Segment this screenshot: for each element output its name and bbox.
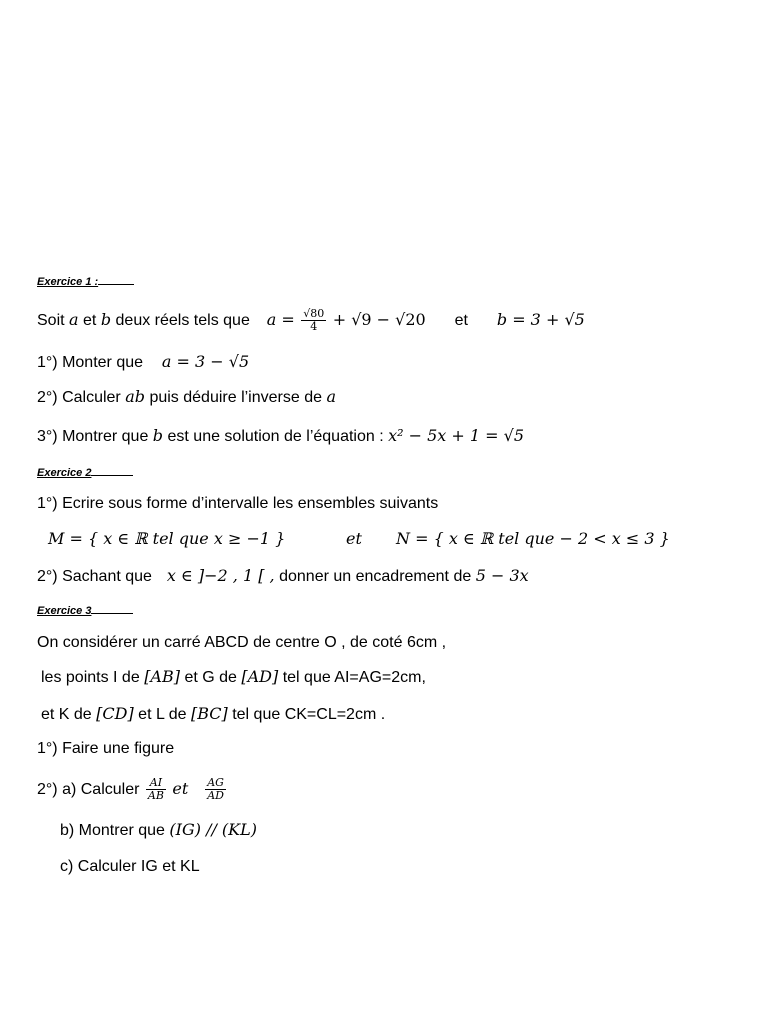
var-a: a: [69, 310, 79, 329]
ex3-q2c-kl: KL: [180, 858, 200, 875]
ex3-q2b-math: (IG) // (KL): [169, 820, 257, 839]
segment-bc: [BC]: [190, 704, 228, 723]
fraction-ai-over-ab: [146, 777, 166, 802]
fraction-numerator: √80: [303, 307, 325, 321]
var-b: b: [100, 310, 112, 329]
heading-underline: [91, 464, 133, 476]
q2-ab: ab: [125, 387, 145, 406]
exercise-3-heading-text: Exercice 3: [37, 605, 92, 617]
intro-deux-reels: deux réels tels que: [115, 312, 250, 329]
ex3-q2c-et: et: [162, 858, 176, 875]
exercise-1-heading-text: Exercice 1 :: [37, 276, 99, 288]
segment-cd: [CD]: [96, 704, 134, 723]
exercise-1-question-2: [37, 387, 336, 408]
ex2-q2-math: x ∈ ]−2 , 1 [ ,: [166, 566, 275, 585]
a-equation-rest: + √9 − √20: [332, 310, 426, 329]
set-et: et: [346, 529, 362, 548]
q2-a: a: [326, 387, 336, 406]
exercise-1-question-1: [37, 352, 249, 373]
ex3-line3-a: et K de: [41, 706, 92, 723]
a-equation-lhs: a =: [266, 310, 295, 329]
segment-ad: [AD]: [241, 667, 279, 686]
q3-equation: x² − 5x + 1 = √5: [388, 426, 525, 445]
q2-text: 2°) Calculer: [37, 389, 121, 406]
ex3-question-2c: [60, 857, 200, 877]
segment-ab: [AB]: [144, 667, 180, 686]
b-equation: b = 3 + √5: [496, 310, 585, 329]
ex3-question-2a: [37, 774, 228, 805]
ex3-q2c-text: c) Calculer IG: [60, 858, 158, 875]
ex3-q2b-text: b) Montrer que: [60, 822, 165, 839]
q1-text: 1°) Monter que: [37, 354, 144, 371]
ex3-question-1: 1°) Faire une figure: [37, 740, 175, 757]
ex2-q2-mid: donner un encadrement de: [279, 568, 472, 585]
ex3-line2-a: les points I de: [41, 669, 140, 686]
fraction-et: et: [172, 779, 189, 798]
fraction-ag: AG: [205, 777, 226, 790]
ex3-line3-b: et L de: [138, 706, 187, 723]
exercise-2-question-1: [37, 494, 438, 514]
exercise-1-intro: [37, 306, 585, 335]
intro-soit: Soit: [37, 312, 65, 329]
exercise-2-heading-text: Exercice 2: [37, 467, 92, 479]
q3-text: 3°) Montrer que: [37, 428, 149, 445]
ex3-line-2: [41, 667, 426, 688]
intro-et: et: [83, 312, 97, 329]
ex3-line-1: On considérer un carré ABCD de centre O , de coté 6cm ,: [37, 634, 447, 651]
fraction-sqrt80-over-4: [301, 308, 326, 333]
q3-b: b: [152, 426, 164, 445]
exercise-1-question-3: [37, 426, 524, 447]
intro-et-2: et: [454, 312, 468, 329]
ex3-question-2b: [60, 820, 257, 841]
q3-mid: est une solution de l’équation :: [167, 428, 384, 445]
ex3-line2-c: tel que AI=AG=2cm,: [282, 669, 426, 686]
exercise-1-heading: [37, 272, 134, 292]
ex2-q2-text: 2°) Sachant que: [37, 568, 152, 585]
exercise-2-question-2: [37, 566, 529, 587]
fraction-ag-over-ad: [205, 777, 226, 802]
exercise-2-heading: [37, 463, 133, 483]
fraction-ai: AI: [146, 777, 166, 790]
q1-math: a = 3 − √5: [161, 352, 250, 371]
fraction-denominator: 4: [310, 320, 318, 334]
set-m: M = { x ∈ ℝ tel que x ≥ −1 }: [48, 529, 286, 548]
ex2-q1-text: 1°) Ecrire sous forme d’intervalle les ensembles suivants: [37, 495, 439, 512]
set-n: N = { x ∈ ℝ tel que − 2 < x ≤ 3 }: [396, 529, 670, 548]
ex3-line2-b: et G de: [184, 669, 237, 686]
fraction-ad: AD: [207, 789, 224, 803]
exercise-3-heading: [37, 601, 133, 621]
ex3-q2a-text: 2°) a) Calculer: [37, 781, 140, 798]
q2-mid: puis déduire l’inverse de: [149, 389, 322, 406]
fraction-ab: AB: [147, 789, 164, 803]
heading-underline: [98, 273, 134, 285]
heading-underline: [91, 602, 133, 614]
ex2-q2-expr: 5 − 3x: [475, 566, 529, 585]
ex3-line-3: [41, 704, 385, 725]
ex3-line3-c: tel que CK=CL=2cm .: [232, 706, 386, 723]
